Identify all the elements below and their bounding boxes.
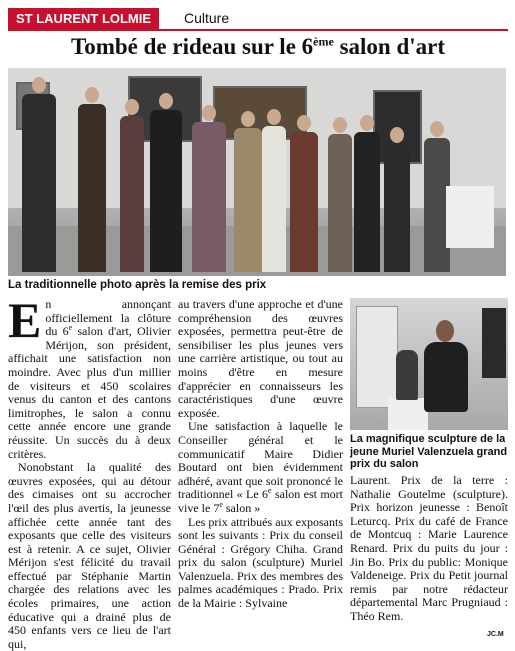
article-paragraph: Une satisfaction à laquelle le Conseiller général et le communicatif Maire Didier Boutard ont bien évidemment adhéré, avant que soit prononcé le traditionnel « Le 6e salon est mort vive le 7e salon » [178, 419, 343, 515]
article-headline: Tombé de rideau sur le 6ème salon d'art [70, 34, 445, 59]
drop-cap: E [8, 292, 42, 348]
location-kicker: ST LAURENT LOLMIE [8, 8, 159, 29]
prize-list-paragraph: Les prix attribués aux exposants sont les suivants : Prix du conseil Général : Grégory Chiha. Grand prix du salon (sculpture) Muriel Valenzuela. Prix des membres des palmes académiques : Prado. Prix de la Mairie : Sylvaine [178, 514, 343, 611]
article-paragraph: au travers d'une approche et d'une compréhension des œuvres exposées, permettra peut-être de sensibiliser les plus jeunes vers une carrière artistique, ou tout au moins d'être en mesure d'apprécier en connaisseurs les caractéristiques d'une œuvre exposée. [178, 297, 343, 420]
article-column-1: En annonçant officiellement la clôture du 6e salon d'art, Olivier Mérijon, son président, affichait une satisfaction non moindre. Avec plus d'un millier de visiteurs et 450 scolaires venus du canton et des cantons limitrophes, le salon a connu cette année encore une grande réussite. Un succès du à deux critères. Nonobstant la qualité des œuvres exposées, qui au détour des cimaises ont su accrocher l'œil des plus avertis, la jeunesse affichée cette année tant des exposants que celle des visiteurs est à retenir. A ce sujet, Olivier Mérijon s'est félicité du travail effectué par Stéphanie Martin chargée des relations avec les écoles primaires, une action éducative qui a drainé plus de 450 enfants vers ce lieu de l'art qui, [8, 292, 171, 651]
author-signature: JC.M [487, 631, 504, 638]
sculpture-photo [350, 298, 508, 430]
header [8, 8, 508, 30]
group-photo [8, 68, 506, 276]
article-paragraph: Nonobstant la qualité des œuvres exposées, qui au détour des cimaises ont su accrocher l'œil des plus avertis, la jeunesse affichée cette année tant des exposants que celle des visiteurs est à retenir. A ce sujet, Olivier Mérijon s'est félicité du travail effectué par Stéphanie Martin chargée des relations avec les écoles primaires, une action éducative qui a drainé plus de 450 enfants vers ce lieu de l'art qui, [8, 460, 171, 651]
section-label: Culture [184, 10, 230, 26]
header-rule [8, 29, 508, 31]
group-photo-caption: La traditionnelle photo après la remise des prix [8, 279, 267, 291]
article-column-2 [178, 298, 343, 611]
sculpture-photo-caption: La magnifique sculpture de la jeune Muriel Valenzuela grand prix du salon [350, 433, 508, 470]
prize-list-paragraph: Laurent. Prix de la terre : Nathalie Goutelme (sculpture). Prix horizon jeunesse : Benoît Leturcq. Prix du café de France de Montcuq : Marie Laurence Renard. Prix du puits du jour : Jin Bo. Prix du public: Monique Valdeneige. Prix du Petit journal remis par notre rédacteur départemental Marc Prugniaud : Théo Rem. [350, 473, 508, 623]
article-column-3 [350, 474, 508, 624]
